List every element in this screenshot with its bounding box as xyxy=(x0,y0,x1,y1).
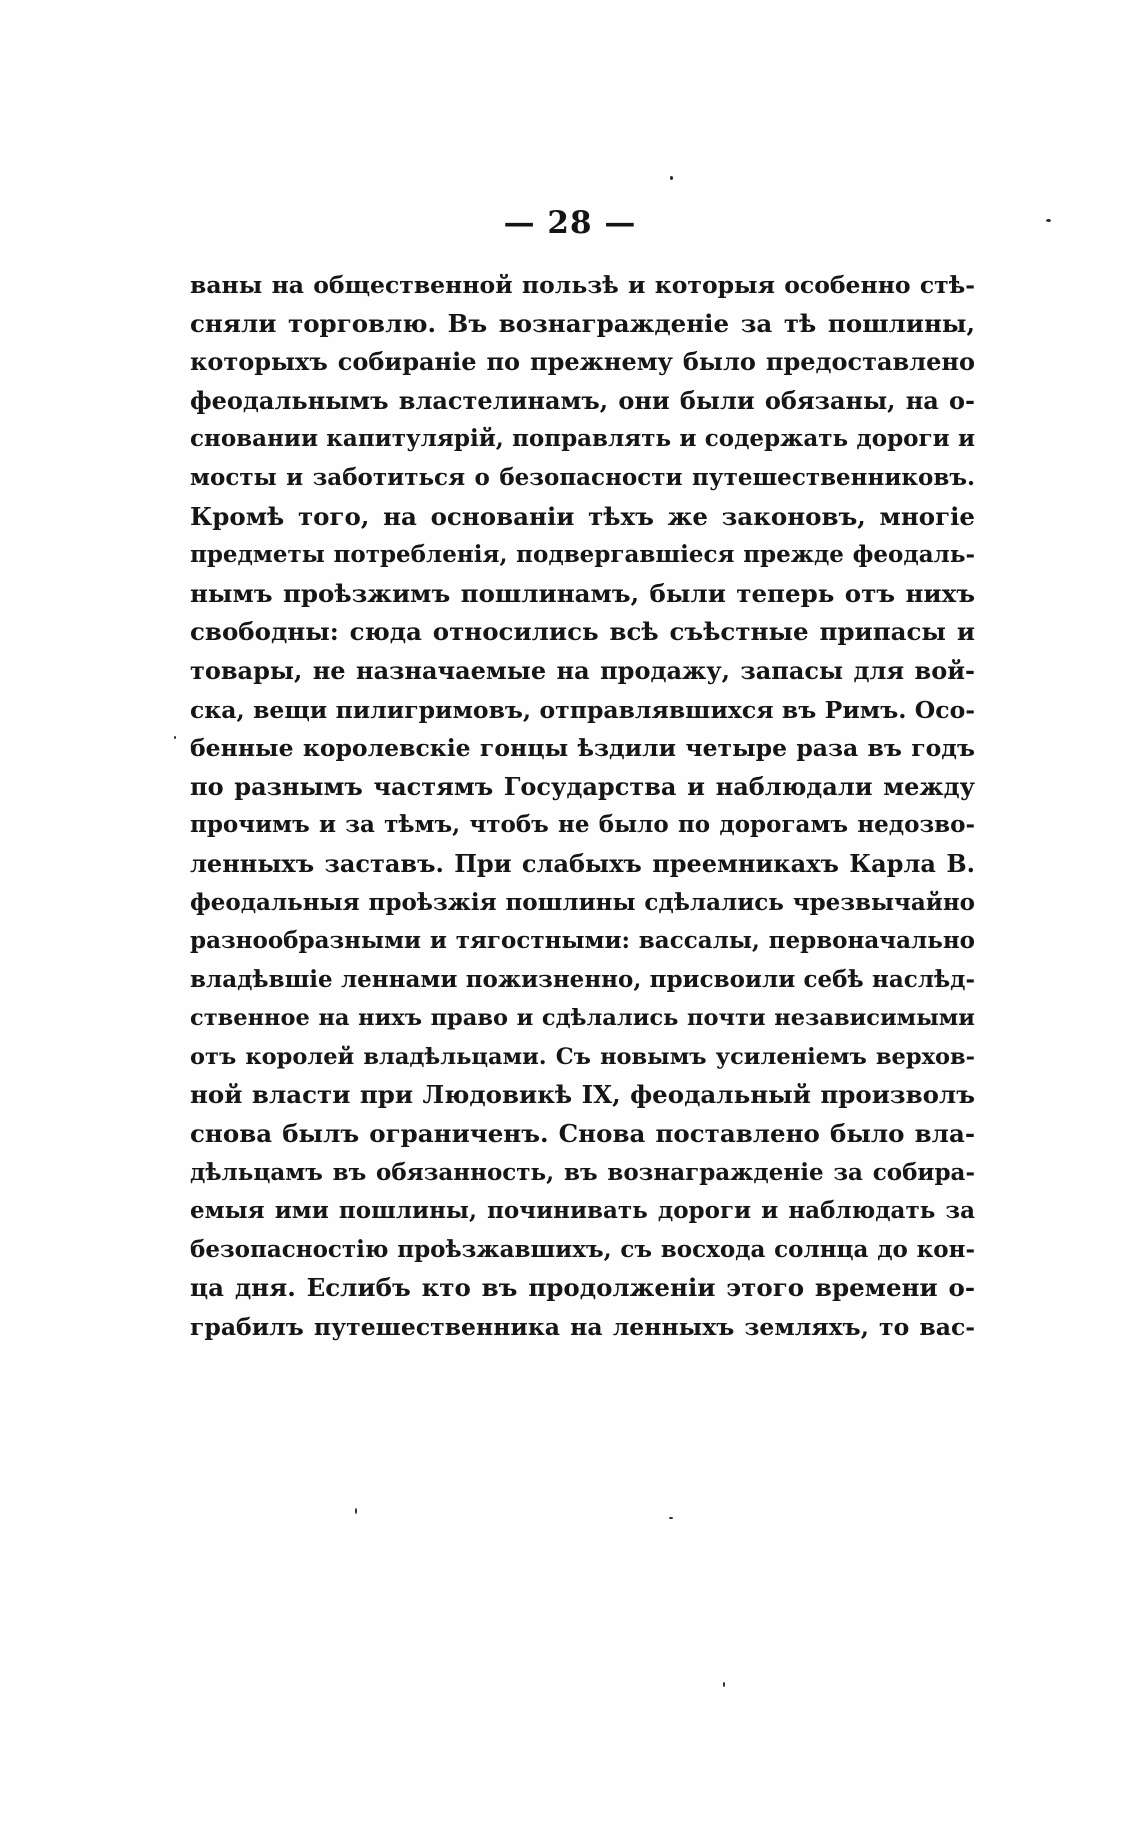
text-line: мосты и заботиться о безопасности путешественниковъ. xyxy=(190,463,975,491)
text-line: ца дня. Еслибъ кто въ продолженіи этого времени о- xyxy=(190,1273,975,1303)
text-line: ваны на общественной пользѣ и которыя особенно стѣ- xyxy=(190,271,975,299)
text-line: емыя ими пошлины, починивать дороги и наблюдать за xyxy=(190,1197,975,1225)
scan-speck xyxy=(670,176,673,180)
text-line: дѣльцамъ въ обязанность, въ вознагражденіе за собира- xyxy=(190,1158,975,1186)
text-line: отъ королей владѣльцами. Съ новымъ усиленіемъ верхов- xyxy=(190,1043,975,1070)
page-number: — 28 — xyxy=(503,205,637,241)
body-text xyxy=(190,266,975,1347)
scan-speck xyxy=(1046,219,1051,222)
text-line: грабилъ путешественника на ленныхъ земляхъ, то вас- xyxy=(190,1313,975,1342)
text-line: бенные королевскіе гонцы ѣздили четыре раза въ годъ xyxy=(190,734,975,763)
text-line: ной власти при Людовикѣ IX, феодальный произволъ xyxy=(190,1080,975,1110)
text-line: сняли торговлю. Въ вознагражденіе за тѣ пошлины, xyxy=(190,308,975,338)
text-line: безопасностію проѣзжавшихъ, съ восхода солнца до кон- xyxy=(190,1235,975,1263)
text-line: владѣвшіе леннами пожизненно, присвоили себѣ наслѣд- xyxy=(190,965,975,993)
text-line: товары, не назначаемые на продажу, запасы для вой- xyxy=(190,655,975,685)
text-line: разнообразными и тягостными: вассалы, первоначально xyxy=(190,927,975,955)
text-line: предметы потребленія, подвергавшіеся прежде феодаль- xyxy=(190,541,975,569)
text-line: свободны: сюда относились всѣ съѣстные припасы и xyxy=(190,617,975,647)
scan-speck xyxy=(174,736,176,739)
text-line: ска, вещи пилигримовъ, отправлявшихся въ Римъ. Осо- xyxy=(190,695,975,724)
text-line: Кромѣ того, на основаніи тѣхъ же законовъ, многіе xyxy=(190,501,975,531)
text-line: феодальнымъ властелинамъ, они были обязаны, на о- xyxy=(190,385,975,415)
text-line: феодальныя проѣзжія пошлины сдѣлались чрезвычайно xyxy=(190,888,975,916)
text-line: которыхъ собираніе по прежнему было предоставлено xyxy=(190,347,975,377)
text-line: ленныхъ заставъ. При слабыхъ преемникахъ Карла В. xyxy=(190,848,975,878)
text-line: прочимъ и за тѣмъ, чтобъ не было по дорогамъ недозво- xyxy=(190,811,975,839)
text-line: снова былъ ограниченъ. Снова поставлено было вла- xyxy=(190,1119,975,1149)
scan-speck xyxy=(355,1508,357,1514)
text-line: по разнымъ частямъ Государства и наблюдали между xyxy=(190,771,975,801)
text-line: ственное на нихъ право и сдѣлались почти независимыми xyxy=(190,1005,975,1032)
scan-speck xyxy=(669,1517,673,1519)
text-line: нымъ проѣзжимъ пошлинамъ, были теперь отъ нихъ xyxy=(190,578,975,608)
scan-speck xyxy=(723,1682,725,1687)
text-line: сновании капитулярій, поправлять и содержать дороги и xyxy=(190,425,975,453)
